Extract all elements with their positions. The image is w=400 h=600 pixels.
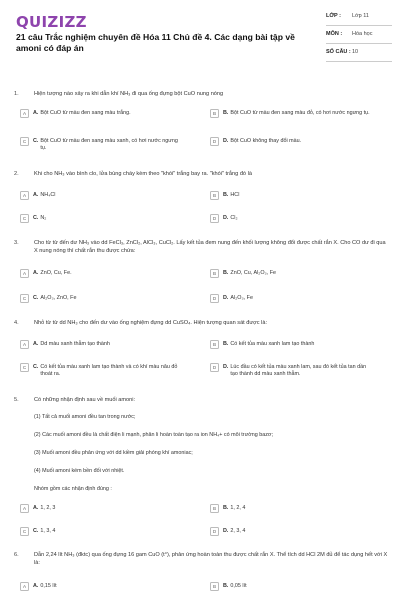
question-text: Cho từ từ đến dư NH₃ vào dd FeCl₃, ZnCl₂, AlCl₃, CuCl₂. Lấy kết tủa đem nung đến khối lượng không đổi được chất rắn X. Cho CO dư đi qua X nung nóng thì chất rắn thu được chứa: (34, 240, 386, 254)
question-number: 6. (14, 552, 19, 558)
option-key-box: B (210, 340, 219, 349)
meta-row-count (326, 46, 392, 62)
option-letter: B. (223, 192, 229, 198)
option-key-box: D (210, 363, 219, 372)
option-letter: A. (33, 270, 39, 276)
option-key-box: D (210, 214, 219, 223)
option-letter: B. (223, 341, 229, 347)
statement: (4) Muối amoni kém bền đối với nhiệt. (34, 468, 125, 474)
option-text: Al₂O₃, Fe (230, 295, 253, 301)
option-text: Lúc đầu có kết tủa màu xanh lam, sau đó kết tủa tan dần tạo thành dd màu xanh thẫm. (230, 364, 367, 377)
option-key-box: B (210, 582, 219, 591)
option-letter: D. (223, 364, 229, 370)
option-letter: C. (33, 364, 39, 370)
option-key-box: D (210, 527, 219, 536)
option-key-box: A (20, 582, 29, 591)
question-4 (14, 319, 390, 327)
option-d[interactable] (210, 295, 370, 303)
option-text: 1, 3, 4 (40, 528, 56, 534)
meta-row-class (326, 10, 392, 26)
option-letter: C. (33, 528, 39, 534)
option-text: 0,15 lít (40, 583, 57, 589)
option-key-box: A (20, 340, 29, 349)
option-a[interactable] (20, 192, 180, 200)
question-text: Dẫn 2,24 lít NH₃ (đktc) qua ống đựng 16 gam CuO (t°), phản ứng hoàn toàn thu được chất rắn X. Thể tích dd HCl 2M đủ để tác dụng hết với X là: (34, 552, 388, 566)
option-key-box: A (20, 269, 29, 278)
option-c[interactable] (20, 528, 180, 536)
option-letter: A. (33, 505, 39, 511)
option-letter: C. (33, 138, 39, 144)
option-d[interactable] (210, 528, 370, 536)
option-letter: D. (223, 295, 229, 301)
question-3 (14, 239, 390, 255)
option-text: 1, 2, 4 (230, 505, 246, 511)
option-letter: A. (33, 192, 39, 198)
option-text: 1, 2, 3 (40, 505, 56, 511)
option-text: HCl (230, 192, 240, 198)
meta-panel (326, 10, 392, 64)
meta-value: Hóa học (352, 31, 373, 37)
meta-row-subject (326, 28, 392, 44)
option-a[interactable] (20, 341, 180, 349)
option-c[interactable] (20, 215, 180, 223)
option-b[interactable] (210, 192, 370, 200)
quizizz-logo: QUIZIZZ (16, 13, 87, 31)
option-letter: B. (223, 110, 229, 116)
option-text: N₂ (40, 215, 47, 221)
option-key-box: D (210, 294, 219, 303)
meta-label: LỚP : (326, 13, 341, 19)
option-letter: B. (223, 270, 229, 276)
option-key-box: C (20, 363, 29, 372)
meta-label: SỐ CÂU : (326, 49, 351, 55)
option-b[interactable] (210, 341, 370, 349)
question-text: Hiện tượng nào xảy ra khi dẫn khí NH₃ đi qua ống đựng bột CuO nung nóng (34, 91, 224, 97)
option-key-box: B (210, 109, 219, 118)
meta-label: MÔN : (326, 31, 343, 37)
option-a[interactable] (20, 270, 180, 278)
option-key-box: B (210, 191, 219, 200)
question-number: 3. (14, 240, 19, 246)
option-key-box: C (20, 294, 29, 303)
question-1 (14, 90, 390, 98)
option-key-box: C (20, 527, 29, 536)
statement: (2) Các muối amoni đều là chất điện li mạnh, phân li hoàn toàn tạo ra ion NH₄+ có môi trường bazơ; (34, 432, 273, 438)
option-key-box: C (20, 137, 29, 146)
option-c[interactable] (20, 295, 180, 303)
option-a[interactable] (20, 583, 180, 591)
question-text: Có những nhận định sau về muối amoni: (34, 397, 136, 403)
question-number: 4. (14, 320, 19, 326)
page-title: 21 câu Trắc nghiệm chuyên đề Hóa 11 Chủ đề 4. Các dạng bài tập về amoni có đáp án (16, 32, 295, 53)
option-text: Dd màu xanh thẫm tạo thành (40, 341, 110, 347)
option-b[interactable] (210, 505, 370, 513)
option-text: Có kết tủa màu xanh lam tạo thành (230, 341, 315, 347)
statement: (1) Tất cả muối amoni đều tan trong nước; (34, 414, 136, 420)
option-text: NH₄Cl (40, 192, 56, 198)
option-a[interactable] (20, 110, 180, 118)
question-number: 2. (14, 171, 19, 177)
option-c[interactable] (20, 138, 180, 152)
option-d[interactable] (210, 364, 370, 378)
option-text: Bột CuO từ màu đen sang màu xanh, có hơi nước ngưng tụ. (40, 138, 178, 151)
question-5 (14, 396, 390, 493)
option-key-box: B (210, 269, 219, 278)
question-text: Khi cho NH₃ vào bình clo, lửa bùng cháy kèm theo "khói" trắng bay ra. "khói" trắng đó là (34, 171, 252, 177)
option-text: ZnO, Cu, Al₂O₃, Fe (230, 270, 277, 276)
option-text: 2, 3, 4 (230, 528, 246, 534)
option-text: ZnO, Cu, Fe. (40, 270, 72, 276)
question-text: Nhỏ từ từ dd NH₃ cho đến dư vào ống nghiệm đựng dd CuSO₄. Hiện tượng quan sát được là: (34, 320, 268, 326)
option-d[interactable] (210, 138, 370, 146)
option-letter: C. (33, 215, 39, 221)
statement: Nhóm gồm các nhận định đúng : (34, 486, 112, 492)
option-letter: D. (223, 215, 229, 221)
option-key-box: A (20, 191, 29, 200)
option-b[interactable] (210, 583, 370, 591)
option-text: Bột CuO từ màu đen sang màu đỏ, có hơi nước ngưng tụ. (230, 110, 370, 116)
question-2 (14, 170, 390, 178)
question-number: 5. (14, 397, 19, 403)
option-letter: D. (223, 528, 229, 534)
option-key-box: B (210, 504, 219, 513)
option-a[interactable] (20, 505, 180, 513)
question-number: 1. (14, 91, 19, 97)
meta-value: Lớp 11 (352, 13, 369, 19)
option-key-box: A (20, 109, 29, 118)
option-text: Có kết tủa màu xanh lam tạo thành và có khí màu nâu đỏ thoát ra. (40, 364, 178, 377)
option-c[interactable] (20, 364, 180, 378)
option-key-box: D (210, 137, 219, 146)
page-header (0, 0, 400, 70)
option-text: Cl₂ (230, 215, 238, 221)
option-text: 0,05 lít (230, 583, 247, 589)
question-6 (14, 551, 390, 567)
option-b[interactable] (210, 270, 370, 278)
option-key-box: A (20, 504, 29, 513)
option-key-box: C (20, 214, 29, 223)
option-text: Al₂O₃, ZnO, Fe (40, 295, 77, 301)
option-letter: A. (33, 583, 39, 589)
statement: (3) Muối amoni đều phản ứng với dd kiềm giải phóng khí amoniac; (34, 450, 193, 456)
option-letter: D. (223, 138, 229, 144)
option-letter: A. (33, 110, 39, 116)
option-text: Bột CuO từ màu đen sang màu trắng. (40, 110, 131, 116)
option-letter: B. (223, 505, 229, 511)
option-letter: B. (223, 583, 229, 589)
option-letter: C. (33, 295, 39, 301)
option-d[interactable] (210, 215, 370, 223)
option-b[interactable] (210, 110, 370, 118)
option-letter: A. (33, 341, 39, 347)
meta-value: 10 (352, 49, 359, 55)
option-text: Bột CuO không thay đổi màu. (230, 138, 302, 144)
